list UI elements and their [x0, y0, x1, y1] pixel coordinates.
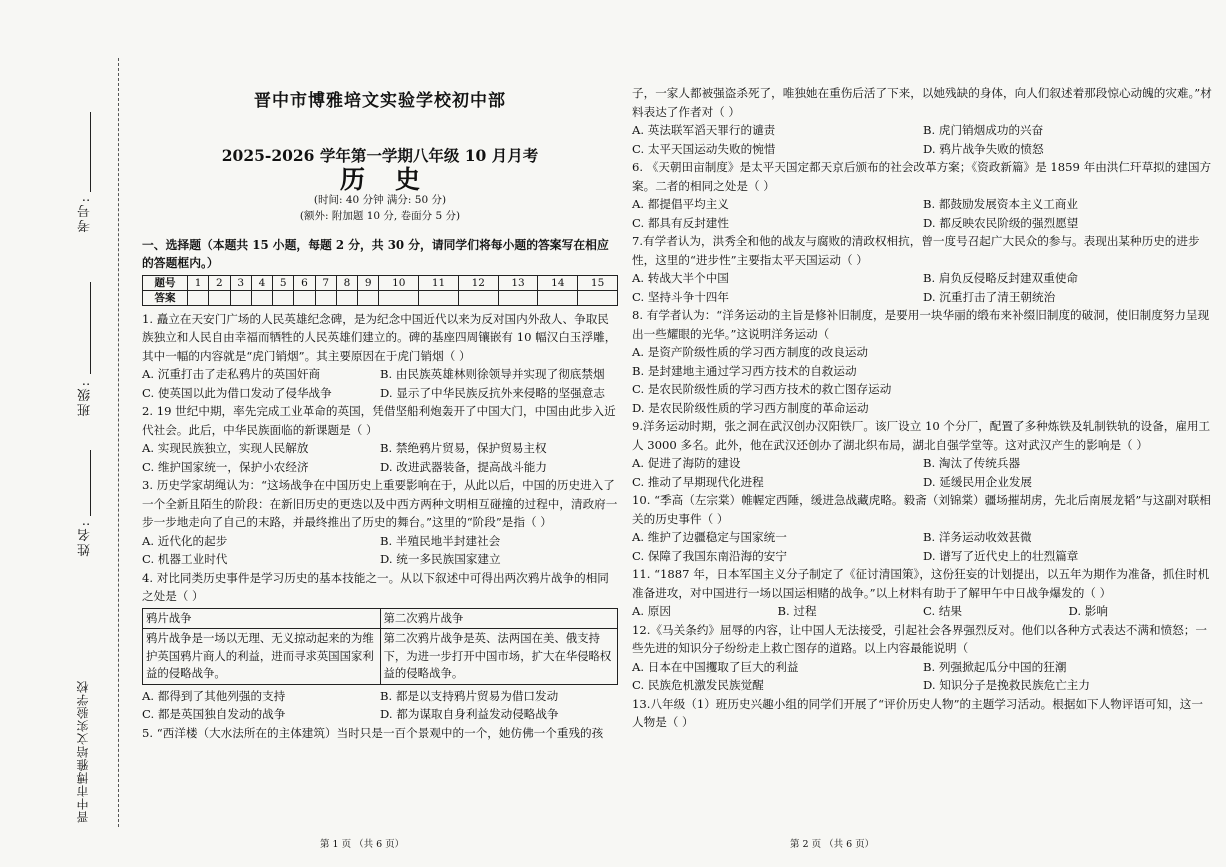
- answer-cell[interactable]: [251, 290, 272, 305]
- answer-table-answer-label: 答案: [143, 290, 188, 305]
- option: C. 保障了我国东南沿海的安宁: [632, 548, 787, 563]
- question-options: [632, 121, 1214, 158]
- comparison-header-opium-war: 鸦片战争: [143, 608, 381, 629]
- answer-table-number: 7: [315, 275, 336, 290]
- comparison-cell-opium-war: 鸦片战争是一场以无理、无义掠动起来的为维护英国鸦片商人的利益，进而寻求英国国家利益的侵略战争。: [143, 629, 381, 685]
- answer-table-number: 12: [458, 275, 498, 290]
- question-stem: 6. 《天朝田亩制度》是太平天国定都天京后颁布的社会改革方案；《资政新篇》是 1859 年由洪仁玕草拟的建国方案。二者的相同之处是（ ）: [632, 160, 1212, 193]
- option: B. 洋务运动收效甚微: [923, 530, 1032, 544]
- option: A. 实现民族独立，实现人民解放: [142, 441, 309, 455]
- question-options: [142, 365, 618, 402]
- school-title: 晋中市博雅培文实验学校初中部: [254, 91, 506, 111]
- exam-title: 2025-2026 学年第一学期八年级 10 月月考: [221, 145, 539, 165]
- page-footer-right: 第 2 页 （共 6 页）: [790, 839, 875, 850]
- name-line: [90, 450, 91, 516]
- option: D. 影响: [1068, 604, 1108, 618]
- exam-number-line: [90, 112, 91, 192]
- option: D. 是农民阶级性质的学习西方制度的革命运动: [632, 400, 869, 415]
- answer-table-number: 8: [336, 275, 357, 290]
- answer-cell[interactable]: [419, 290, 459, 305]
- binding-margin: [0, 0, 118, 867]
- option: A. 转战大半个中国: [632, 271, 729, 285]
- exam-extra: (额外: 附加题 10 分, 卷面分 5 分): [299, 209, 461, 222]
- comparison-table: [142, 608, 618, 685]
- question-options: [142, 532, 618, 569]
- option: D. 鸦片战争失败的愤怒: [923, 141, 1044, 156]
- option: A. 日本在中国攫取了巨大的利益: [632, 659, 799, 674]
- comparison-cell-second-opium-war: 第二次鸦片战争是英、法两国在美、俄支持下，为进一步打开中国市场，扩大在华侵略权益的侵略战争。: [380, 629, 618, 685]
- option: A. 促进了海防的建设: [632, 456, 741, 470]
- question-4-options: [142, 687, 618, 724]
- question-stem: 1. 矗立在天安门广场的人民英雄纪念碑，是为纪念中国近代以来为反对国内外敌人、争取民族独立和人民自由幸福而牺牲的人民英雄们建立的。碑的基座四周镶嵌有 10 幅汉白玉浮雕，其中一幅的内容就是“虎门销烟”。其主要原因在于虎门销烟（ ）: [142, 311, 617, 363]
- section-heading: 一、选择题（本题共 15 小题，每题 2 分，共 30 分，请同学们将每小题的答案写在相应的答题框内。）: [142, 237, 609, 270]
- answer-cell[interactable]: [358, 290, 379, 305]
- question-stem: 9.洋务运动时期，张之洞在武汉创办汉阳铁厂。该厂设立 10 个分厂，配置了多种炼铁及轧制铁轨的设备，雇用工人 3000 多名。此外，他在武汉还创办了湖北织布局，湖北自强学堂等。这对武汉产生的影响是（ ）: [632, 419, 1211, 452]
- option: A. 都提倡平均主义: [632, 197, 729, 211]
- class-label: 班级:: [78, 380, 93, 417]
- option: C. 使英国以此为借口发动了侵华战争: [142, 385, 332, 400]
- school-vertical-label: 晋中市博雅培文实验学校: [76, 680, 90, 823]
- answer-table-number: 3: [230, 275, 251, 290]
- question-stem: 13.八年级（1）班历史兴趣小组的同学们开展了“评价历史人物”的主题学习活动。根据如下人物评语可知，这一人物是（ ）: [632, 696, 1203, 729]
- page-right: [632, 84, 1214, 732]
- option: C. 太平天国运动失败的惋惜: [632, 141, 776, 156]
- answer-table-number: 1: [188, 275, 209, 290]
- page-footer-left: 第 1 页 （共 6 页）: [320, 839, 405, 850]
- question-stem: 7.有学者认为，洪秀全和他的战友与腐败的清政权相抗，曾一度号召起广大民众的参与。表现出某种历史的进步性，这里的“进步性”主要指太平天国运动（ ）: [632, 234, 1200, 267]
- option: C. 民族危机激发民族觉醒: [632, 678, 764, 692]
- answer-table-number: 5: [273, 275, 294, 290]
- option: D. 改进武器装备，提高战斗能力: [380, 459, 547, 474]
- question-stem: 3. 历史学家胡绳认为：“这场战争在中国历史上重要影响在于，从此以后，中国的历史进入了一个全新且陌生的阶段：在新旧历史的更迭以及中西方两种文明相互碰撞的过程中，清政府一步一步地走向了自己的末路，并最终推出了历史的舞台。”这里的“阶段”是指（ ）: [142, 478, 618, 529]
- option: B. 是封建地主通过学习西方技术的自救运动: [632, 363, 857, 378]
- option: D. 都为谋取自身利益发动侵略战争: [380, 707, 559, 721]
- option: C. 推动了早期现代化进程: [632, 474, 764, 489]
- question-stem: 10. “季高（左宗棠）帷幄定西陲，缓进急战藏虎略。毅斋（刘锦棠）疆场摧胡虏，先北后南展龙韬”与这副对联相关的历史事件（ ）: [632, 493, 1211, 526]
- option: C. 都是英国独自发动的战争: [142, 707, 286, 721]
- answer-cell[interactable]: [379, 290, 419, 305]
- exam-number-label: 考号:: [78, 196, 93, 233]
- option: A. 英法联军滔天罪行的谴责: [632, 123, 776, 137]
- question-5-stem: 5. “西洋楼（大水法所在的主体建筑）当时只是一百个景观中的一个，她仿佛一个重残的孩: [142, 725, 604, 740]
- option: B. 禁绝鸦片贸易，保护贸易主权: [380, 441, 547, 455]
- option: B. 半殖民地半封建社会: [380, 533, 501, 548]
- question-stem: 8. 有学者认为：“洋务运动的主旨是修补旧制度，是要用一块华丽的缎布来补缀旧制度的破洞，使旧制度努力呈现出一些耀眼的光华。”这说明洋务运动（: [632, 308, 1210, 341]
- answer-cell[interactable]: [538, 290, 578, 305]
- answer-cell[interactable]: [230, 290, 251, 305]
- question-options: [632, 195, 1214, 232]
- option: B. 虎门销烟成功的兴奋: [923, 123, 1044, 137]
- option: D. 统一多民族国家建立: [380, 552, 501, 566]
- option: A. 都得到了其他列强的支持: [142, 688, 286, 703]
- option: B. 过程: [777, 604, 817, 618]
- answer-table-number: 13: [498, 275, 538, 290]
- option: A. 维护了边疆稳定与国家统一: [632, 530, 787, 544]
- answer-table: [142, 275, 618, 306]
- answer-cell[interactable]: [498, 290, 538, 305]
- binding-dashed-line: [118, 58, 119, 827]
- answer-table-number: 4: [251, 275, 272, 290]
- answer-table-number: 2: [209, 275, 230, 290]
- question-stem: 子，一家人都被强盗杀死了，唯独她在重伤后活了下来，以她残缺的身体，向人们叙述着那段惊心动魄的灾难。”材料表达了作者对（ ）: [632, 86, 1212, 119]
- option: B. 由民族英雄林则徐领导并实现了彻底禁烟: [380, 367, 605, 381]
- class-line: [90, 282, 91, 374]
- answer-cell[interactable]: [336, 290, 357, 305]
- answer-table-number: 9: [358, 275, 379, 290]
- option: D. 延缓民用企业发展: [923, 474, 1033, 489]
- option: A. 是资产阶级性质的学习西方制度的改良运动: [632, 345, 869, 359]
- answer-table-number: 14: [538, 275, 578, 290]
- answer-cell[interactable]: [458, 290, 498, 305]
- option: C. 维护国家统一，保护小农经济: [142, 459, 309, 474]
- answer-cell[interactable]: [273, 290, 294, 305]
- option: B. 肩负反侵略反封建双重使命: [923, 271, 1079, 285]
- option: B. 都鼓励发展资本主义工商业: [923, 197, 1079, 211]
- option: D. 都反映农民阶级的强烈愿望: [923, 215, 1079, 230]
- question-stem: 11. “1887 年，日本军国主义分子制定了《征讨清国策》，这份狂妄的计划提出，以五年为期作为准备，抓住时机准备进攻，对中国进行一场以国运相赌的战争。”以上材料有助于了解甲午中日战争爆发的（ ）: [632, 567, 1210, 600]
- option: C. 是农民阶级性质的学习西方技术的救亡图存运动: [632, 382, 892, 396]
- question-options: [632, 269, 1214, 306]
- question-options: [632, 454, 1214, 491]
- question-options: [632, 602, 1214, 621]
- exam-time: (时间: 40 分钟 满分: 50 分): [313, 193, 447, 206]
- answer-cell[interactable]: [315, 290, 336, 305]
- option: A. 原因: [632, 604, 671, 618]
- answer-cell[interactable]: [209, 290, 230, 305]
- question-options: [142, 439, 618, 476]
- left-questions: [142, 310, 618, 606]
- subject-title: 历史: [339, 165, 450, 194]
- option: A. 近代化的起步: [142, 533, 228, 548]
- question-stem: 4. 对比同类历史事件是学习历史的基本技能之一。从以下叙述中可得出两次鸦片战争的相同之处是（ ）: [142, 570, 609, 603]
- option: C. 机器工业时代: [142, 552, 228, 566]
- option: D. 谱写了近代史上的壮烈篇章: [923, 548, 1079, 563]
- answer-table-number: 11: [419, 275, 459, 290]
- question-stem: 2. 19 世纪中期，率先完成工业革命的英国，凭借坚船利炮轰开了中国大门，中国由此步入近代社会。此后，中华民族面临的新课题是（ ）: [142, 404, 616, 437]
- option: A. 沉重打击了走私鸦片的英国奸商: [142, 367, 321, 381]
- answer-table-number: 6: [294, 275, 315, 290]
- question-options: [632, 528, 1214, 565]
- page-left: [142, 82, 618, 742]
- answer-table-number: 15: [578, 275, 618, 290]
- option: C. 结果: [923, 604, 963, 618]
- option: D. 知识分子是挽救民族危亡主力: [923, 678, 1090, 692]
- option: C. 都具有反封建性: [632, 215, 729, 230]
- answer-table-number-label: 题号: [143, 275, 188, 290]
- answer-cell[interactable]: [294, 290, 315, 305]
- question-options: [632, 658, 1214, 695]
- answer-table-number: 10: [379, 275, 419, 290]
- option: B. 都是以支持鸦片贸易为借口发动: [380, 688, 559, 703]
- option: C. 坚持斗争十四年: [632, 289, 729, 304]
- answer-cell[interactable]: [188, 290, 209, 305]
- comparison-header-second-opium-war: 第二次鸦片战争: [380, 608, 618, 629]
- name-label: 姓名:: [78, 520, 93, 557]
- option: D. 显示了中华民族反抗外来侵略的坚强意志: [380, 385, 605, 400]
- option: D. 沉重打击了清王朝统治: [923, 289, 1056, 304]
- option: B. 淘汰了传统兵器: [923, 456, 1021, 470]
- question-stem: 12.《马关条约》屈辱的内容，让中国人无法接受，引起社会各界强烈反对。他们以各种方式表达不满和愤怒；一些先进的知识分子纷纷走上救亡图存的道路。以上内容最能说明（: [632, 622, 1207, 655]
- answer-cell[interactable]: [578, 290, 618, 305]
- option: B. 列强掀起瓜分中国的狂潮: [923, 659, 1067, 674]
